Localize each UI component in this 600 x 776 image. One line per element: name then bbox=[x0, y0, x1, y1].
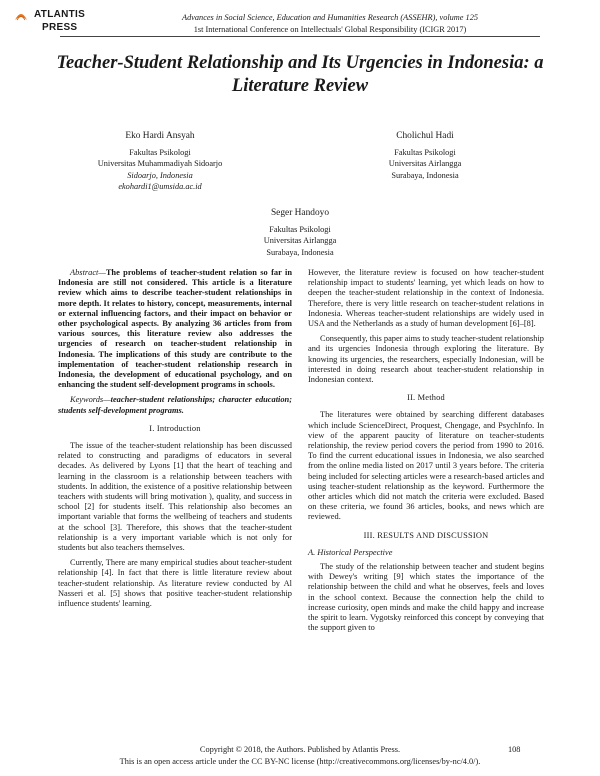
author-univ: Universitas Airlangga bbox=[263, 236, 337, 245]
author-email[interactable]: ekohardi1@umsida.ac.id bbox=[118, 182, 202, 191]
author-block-1 bbox=[40, 131, 280, 193]
author-univ: Universitas Airlangga bbox=[388, 159, 462, 168]
keywords bbox=[58, 395, 292, 415]
subsection-heading: A. Historical Perspective bbox=[308, 547, 393, 557]
author-city: Surabaya, Indonesia bbox=[266, 247, 334, 257]
paragraph: The study of the relationship between teacher and student begins with Dewey's writing [9] which states the importance of the relationship between the child and what he observes, feels and loves in the school context. Because the connection help the child to increase curiosity, open minds and make the child happy and increase the spirit to learn. Vygotsky reinforced this concept by conveying that the support given to bbox=[308, 562, 544, 633]
author-name: Seger Handoyo bbox=[270, 208, 330, 218]
left-column bbox=[58, 268, 292, 614]
series-header: Advances in Social Science, Education and Humanities Research (ASSEHR), volume 125 bbox=[182, 13, 478, 22]
conference-header: 1st International Conference on Intellectuals' Global Responsibility (ICIGR 2017) bbox=[193, 25, 467, 34]
copyright-notice: Copyright © 2018, the Authors. Published by Atlantis Press. bbox=[199, 745, 401, 754]
author-name: Eko Hardi Ansyah bbox=[125, 131, 195, 141]
abstract-text: The problems of teacher-student relation so far in Indonesia are still not considered. This article is a literature review which aims to describe teacher-student relationships in more depth. It relates to history, concept, measurements, internal or external influencing factors, and their impact on behavior or other psychological aspects. By analyzing 36 articles from from various sources, this literature review also addresses the urgencies of research on teacher-student relationship in Indonesia. The implications of this study are contribute to the implementation of teacher-student relationship research in Indonesia, the development of educational psychology, and on enhancing the student self-development programs in schools. bbox=[58, 268, 292, 390]
author-city: Surabaya, Indonesia bbox=[391, 170, 459, 180]
publisher-logo bbox=[14, 6, 104, 40]
license-notice[interactable]: This is an open access article under the CC BY-NC license (http://creativecommons.org/licenses/by-nc/4.0/). bbox=[119, 757, 481, 766]
section-heading-method: II. Method bbox=[407, 393, 445, 403]
page-number: 108 bbox=[508, 745, 521, 754]
logo-text-line2: PRESS bbox=[42, 22, 78, 33]
author-univ: Universitas Muhammadiyah Sidoarjo bbox=[97, 159, 223, 168]
section-heading-introduction: I. Introduction bbox=[149, 423, 201, 433]
atlantis-logo-icon bbox=[14, 8, 28, 22]
author-block-2 bbox=[305, 131, 545, 181]
author-dept: Fakultas Psikologi bbox=[129, 147, 191, 157]
abstract bbox=[58, 268, 292, 390]
section-heading-results: III. RESULTS AND DISCUSSION bbox=[363, 530, 489, 540]
paragraph: However, the literature review is focused on how teacher-student relationship impact to students' learning, yet which leads on how to deepen the teacher-student relationship in the context of Indonesia. Therefore, there is very little research on teacher-student relations in Indonesia. Whereas teacher-student relationships are widely used in USA and the Netherlands as a study of human development [6]–[8]. bbox=[308, 268, 544, 329]
paper-title: Teacher-Student Relationship and Its Urgencies in Indonesia: a Literature Review bbox=[56, 53, 544, 96]
keywords-lead: Keywords— bbox=[70, 395, 111, 405]
header-divider bbox=[60, 36, 540, 37]
paragraph: Currently, There are many empirical studies about teacher-student relationship [4]. In fact that there is little literature review about teacher-student relationship. As literature review conducted by Al Nasseri et al. [5] shows that positive teacher-student relationship influence students' learning. bbox=[58, 558, 292, 609]
author-dept: Fakultas Psikologi bbox=[394, 147, 456, 157]
right-column bbox=[308, 268, 544, 639]
paragraph: Consequently, this paper aims to study teacher-student relationship and its urgencies Indonesia through exploring the literature. By knowing its urgencies, the researchers, especially Indonesian, will be interested in doing research about teacher-student relationship in Indonesian context. bbox=[308, 334, 544, 385]
logo-text-line1: ATLANTIS bbox=[34, 9, 86, 20]
paragraph: The literatures were obtained by searching different databases which include ScienceDirect, Proquest, Chengage, and PsychInfo. In view of the apparent paucity of literature on teacher-students relationship, the review period covers the period from 1990 to 2016. To find the current educational issues in Indonesia, we also searched from the online media listed on 2017 until 3 years before. The criteria being included for selecting articles were a research-based articles and using teacher-student relationship as the keyword. Furthermore the other articles which did not match the criteria were excluded. Based on these criteria, we found 36 articles, books, and news which are reviewed. bbox=[308, 410, 545, 522]
abstract-lead: Abstract— bbox=[70, 268, 106, 277]
keywords-text: teacher-student relationships; character education; students self-development programs. bbox=[58, 395, 292, 415]
author-block-3 bbox=[180, 208, 420, 258]
paragraph: The issue of the teacher-student relationship has been discussed related to constructing and paradigms of educators in several decades. As delivered by Lyons [1] that the heart of teaching and learning in the classroom is a relationship between teachers with students. In addition, the existence of a positive relationship between teachers with students will bring motivation ), quality, and success in school [2] for students itself. This relationship also becomes an important variable that forms the wellbeing of teachers and students at the school [3]. Therefore, this shows that the teacher-student relationship is a very important variable which is not only for students but also teachers themselves. bbox=[58, 441, 292, 553]
author-city: Sidoarjo, Indonesia bbox=[127, 170, 193, 180]
author-dept: Fakultas Psikologi bbox=[269, 224, 331, 234]
author-name: Cholichul Hadi bbox=[396, 131, 454, 141]
